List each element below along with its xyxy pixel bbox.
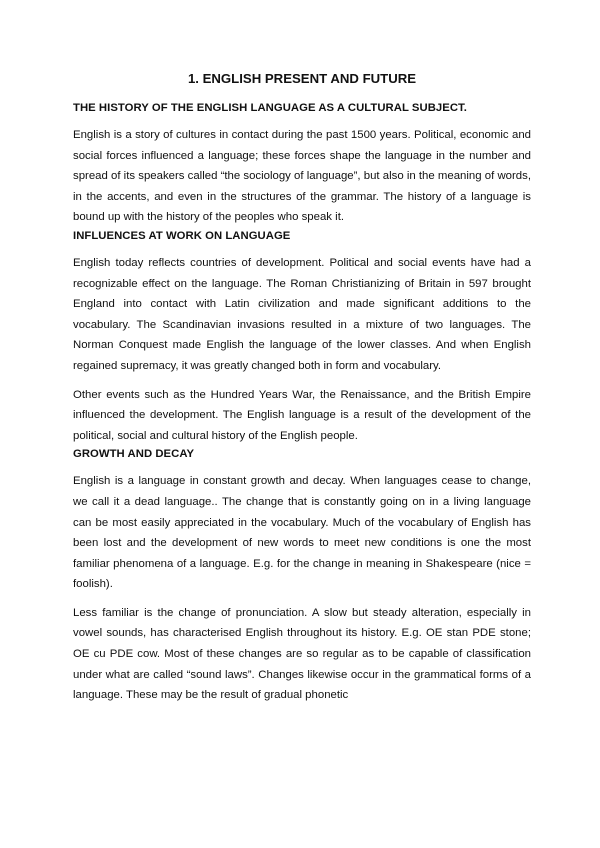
section-heading: THE HISTORY OF THE ENGLISH LANGUAGE AS A CULTURAL SUBJECT. xyxy=(73,102,467,114)
paragraph: English is a language in constant growth and decay. When languages cease to change, we call it a dead language.. The change that is constantly going on in a living language can be most easily appreciated in the vocabulary. Much of the vocabulary of English has been lost and the development of new words to meet new conditions is one the most familiar phenomena of a language. E.g. for the change in meaning in Shakespeare (nice = foolish). xyxy=(73,475,531,591)
paragraph: English is a story of cultures in contact during the past 1500 years. Political, economic and social forces influenced a language; these forces shape the language in the number and spread of its speakers called “the sociology of language”, but also in the meaning of words, in the accents, and even in the structures of the grammar. The history of a language is bound up with the history of the peoples who speak it. xyxy=(73,129,531,224)
paragraph: English today reflects countries of development. Political and social events have had a recognizable effect on the language. The Roman Christianizing of Britain in 597 brought England into contact with Latin civilization and made significant additions to the vocabulary. The Scandinavian invasions resulted in a mixture of two languages. The Norman Conquest made English the language of the lower classes. And when English regained supremacy, it was greatly changed both in form and vocabulary. xyxy=(73,256,531,372)
document-title: 1. ENGLISH PRESENT AND FUTURE xyxy=(187,71,417,86)
paragraph: Other events such as the Hundred Years War, the Renaissance, and the British Empire influenced the development. The English language is a result of the development of the political, social and cultural history of the English people. xyxy=(73,388,531,442)
section-heading: INFLUENCES AT WORK ON LANGUAGE xyxy=(73,229,291,242)
document-page xyxy=(73,70,531,706)
section-influences xyxy=(73,228,531,446)
paragraph: Less familiar is the change of pronunciation. A slow but steady alteration, especially in vowel sounds, has characterised English throughout its history. E.g. OE stan PDE stone; OE cu PDE cow. Most of these changes are so regular as to be capable of classification under what are called “sound laws”. Changes likewise occur in the grammatical forms of a language. These may be the result of gradual phonetic xyxy=(73,606,531,702)
section-history xyxy=(73,100,531,228)
section-growth-and-decay xyxy=(73,446,531,706)
section-heading: GROWTH AND DECAY xyxy=(73,448,195,461)
